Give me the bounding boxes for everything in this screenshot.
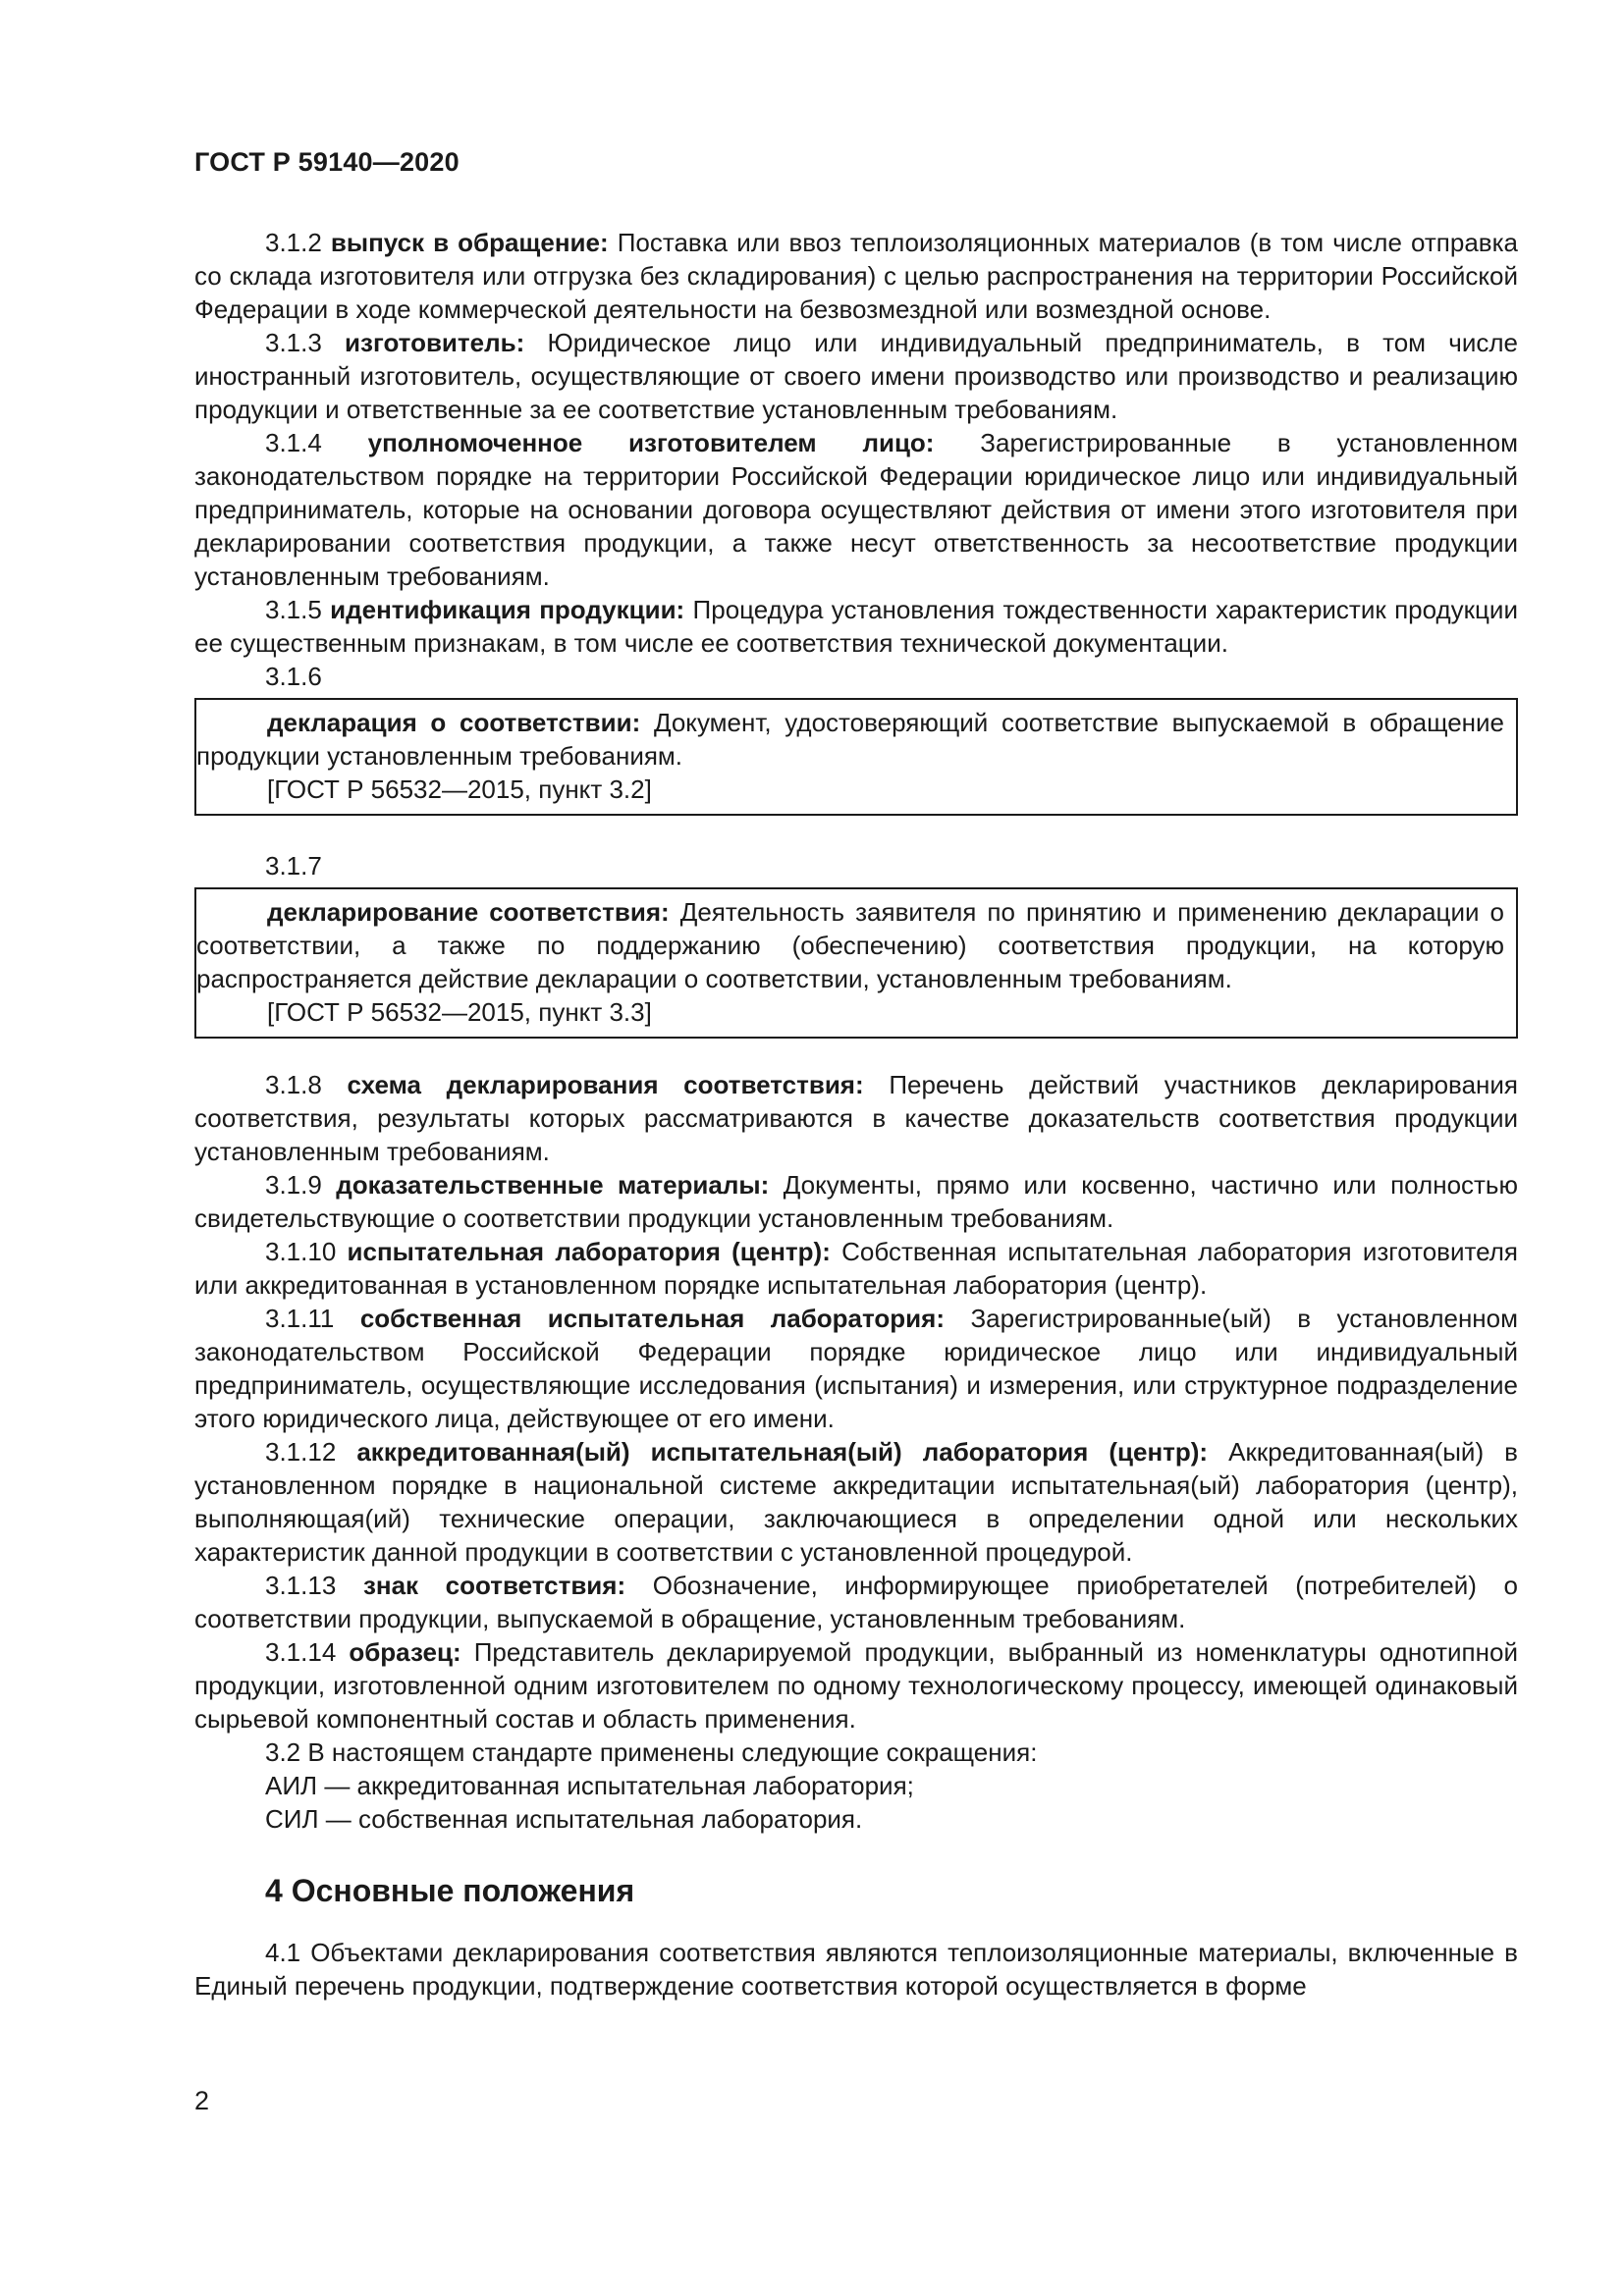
term-entry [194, 326, 1518, 426]
term-definition: Поставка или ввоз теплоизоляционных материалов (в том числе отправка со склада изготовителя или отгрузка без складирования) с целью распространения на территории Российской Федерации в ходе коммерческой деятельности на безвозмездной или возмездной основе. [194, 228, 1518, 324]
term-title: аккредитованная(ый) испытательная(ый) лаборатория (центр): [356, 1437, 1209, 1467]
abbreviation-item: АИЛ — аккредитованная испытательная лаборатория; [265, 1771, 914, 1800]
terms-list-b [194, 1068, 1518, 1735]
term-title: изготовитель: [345, 328, 525, 357]
term-number: 3.1.8 [265, 1070, 322, 1099]
term-number: 3.1.10 [265, 1237, 337, 1266]
term-entry [196, 706, 1504, 773]
term-number: 3.1.14 [265, 1637, 337, 1667]
boxed-term-number: 3.1.7 [265, 851, 322, 881]
term-title: идентификация продукции: [330, 595, 685, 624]
term-entry [194, 226, 1518, 326]
term-title: декларация о соответствии: [267, 708, 641, 737]
term-entry [194, 426, 1518, 593]
term-entry [194, 1235, 1518, 1302]
term-number: 3.1.11 [265, 1304, 335, 1333]
term-definition: Деятельность заявителя по принятию и применению декларации о соответствии, а также по поддержанию (обеспечению) соответствия продукции, на которую распространяется действие декларации о соответствии, установленным требованиям. [196, 897, 1505, 993]
term-title: знак соответствия: [362, 1571, 626, 1600]
term-entry [194, 1302, 1518, 1435]
term-title: собственная испытательная лаборатория: [359, 1304, 945, 1333]
spacer [194, 1039, 1518, 1068]
term-number: 3.1.2 [265, 228, 322, 257]
term-title: декларирование соответствия: [267, 897, 670, 927]
term-title: доказательственные материалы: [336, 1170, 770, 1200]
term-definition: Обозначение, информирующее приобретателей (потребителей) о соответствии продукции, выпускаемой в обращение, установленным требованиям. [194, 1571, 1518, 1633]
quoted-term-box [194, 698, 1518, 816]
page-number: 2 [194, 2086, 210, 2115]
term-definition: Документ, удостоверяющий соответствие выпускаемой в обращение продукции установленным требованиям. [196, 708, 1504, 771]
term-definition: Зарегистрированные(ый) в установленном законодательством Российской Федерации порядке юридическое лицо или индивидуальный предприниматель, осуществляющие исследования (испытания) и измерения, или структурное подразделение этого юридического лица, действующее от его имени. [194, 1304, 1518, 1433]
term-entry [194, 1168, 1518, 1235]
term-entry [194, 1068, 1518, 1168]
term-definition: Представитель декларируемой продукции, выбранный из номенклатуры однотипной продукции, изготовленной одним изготовителем по одному технологическому процессу, имеющей одинаковый сырьевой компонентный состав и область применения. [194, 1637, 1518, 1734]
term-number: 3.1.4 [265, 428, 322, 457]
term-entry [196, 895, 1504, 995]
section-heading: 4 Основные положения [265, 1873, 635, 1908]
term-definition: Документы, прямо или косвенно, частично или полностью свидетельствующие о соответствии продукции установленным требованиям. [194, 1170, 1518, 1233]
term-entry [194, 1435, 1518, 1569]
boxed-term-number: 3.1.6 [265, 662, 322, 691]
spacer [194, 816, 1518, 849]
term-title: испытательная лаборатория (центр): [347, 1237, 831, 1266]
term-title: схема декларирования соответствия: [347, 1070, 864, 1099]
document-code: ГОСТ Р 59140—2020 [194, 147, 460, 177]
term-number: 3.1.5 [265, 595, 322, 624]
abbreviations-intro: 3.2 В настоящем стандарте применены следующие сокращения: [265, 1737, 1038, 1767]
term-source-reference: [ГОСТ Р 56532—2015, пункт 3.2] [267, 774, 652, 804]
terms-list-a [194, 226, 1518, 660]
term-entry [194, 1635, 1518, 1735]
term-title: образец: [349, 1637, 461, 1667]
term-definition: Аккредитованная(ый) в установленном порядке в национальной системе аккредитации испытательная(ый) лаборатория (центр), выполняющая(ий) технические операции, заключающиеся в определении одной или нескольких характеристик данной продукции в соответствии с установленной процедурой. [194, 1437, 1518, 1567]
term-number: 3.1.12 [265, 1437, 337, 1467]
term-number: 3.1.3 [265, 328, 322, 357]
term-title: выпуск в обращение: [330, 228, 609, 257]
section-paragraph: 4.1 Объектами декларирования соответствия являются теплоизоляционные материалы, включенные в Единый перечень продукции, подтверждение соответствия которой осуществляется в форме [194, 1938, 1518, 2001]
term-source-reference: [ГОСТ Р 56532—2015, пункт 3.3] [267, 997, 652, 1027]
term-title: уполномоченное изготовителем лицо: [367, 428, 935, 457]
term-entry [194, 593, 1518, 660]
quoted-term-box [194, 887, 1518, 1039]
term-definition: Перечень действий участников декларирования соответствия, результаты которых рассматриваются в качестве доказательств соответствия продукции установленным требованиям. [194, 1070, 1518, 1166]
term-definition: Зарегистрированные в установленном законодательством порядке на территории Российской Федерации юридическое лицо или индивидуальный предприниматель, которые на основании договора осуществляют действия от имени этого изготовителя при декларировании соответствия продукции, а также несут ответственность за несоответствие продукции установленным требованиям. [194, 428, 1518, 591]
document-body [194, 226, 1518, 2002]
term-definition: Процедура установления тождественности характеристик продукции ее существенным признакам, в том числе ее соответствия технической документации. [194, 595, 1518, 658]
term-definition: Собственная испытательная лаборатория изготовителя или аккредитованная в установленном порядке испытательная лаборатория (центр). [194, 1237, 1518, 1300]
term-definition: Юридическое лицо или индивидуальный предприниматель, в том числе иностранный изготовитель, осуществляющие от своего имени производство или производство и реализацию продукции и ответственные за ее соответствие установленным требованиям. [194, 328, 1518, 424]
term-number: 3.1.9 [265, 1170, 322, 1200]
term-entry [194, 1569, 1518, 1635]
abbreviation-item: СИЛ — собственная испытательная лаборатория. [265, 1804, 863, 1834]
term-number: 3.1.13 [265, 1571, 337, 1600]
